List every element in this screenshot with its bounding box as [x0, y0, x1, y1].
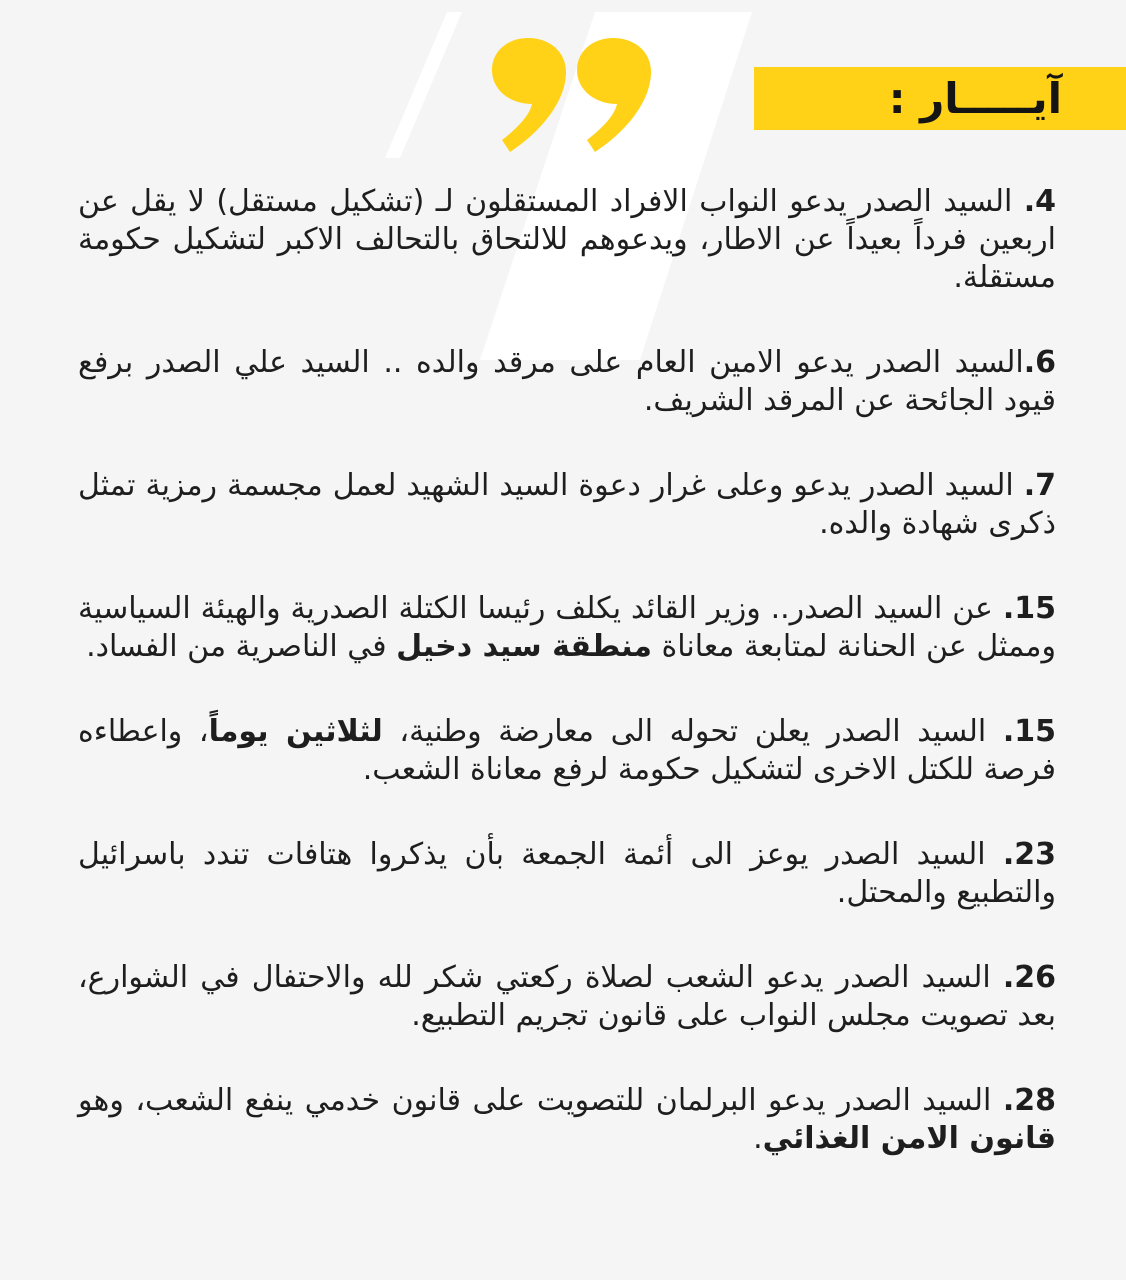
- entry-text: في الناصرية من الفساد.: [86, 629, 397, 664]
- entry-highlight: لثلاثين يوماً: [208, 714, 383, 749]
- quote-mark-icon: [488, 36, 658, 156]
- timeline-entry: [78, 183, 1056, 297]
- timeline-entry: [78, 344, 1056, 420]
- entry-day: 15.: [1002, 591, 1056, 626]
- timeline-entry: [78, 713, 1056, 789]
- entry-text: السيد الصدر يوعز الى أئمة الجمعة بأن يذكروا هتافات تندد باسرائيل والتطبيع والمحتل.: [78, 837, 1056, 910]
- month-banner: [754, 67, 1126, 130]
- entry-highlight: منطقة سيد دخيل: [396, 629, 652, 664]
- entry-text: ، واعطاءه فرصة للكتل الاخرى لتشكيل حكومة لرفع معاناة الشعب.: [78, 714, 1056, 787]
- timeline-entry: [78, 590, 1056, 666]
- entry-day: 6.: [1023, 345, 1056, 380]
- entry-text: عن السيد الصدر.. وزير القائد يكلف رئيسا الكتلة الصدرية والهيئة السياسية وممثل عن الحنانة لمتابعة معاناة: [78, 591, 1056, 664]
- timeline-entry: [78, 959, 1056, 1035]
- entry-day: 7.: [1023, 468, 1056, 503]
- timeline-entry: [78, 1082, 1056, 1158]
- entry-day: 23.: [1002, 837, 1056, 872]
- timeline-entry: [78, 836, 1056, 912]
- timeline-entries: [78, 183, 1056, 1205]
- entry-text: .: [753, 1121, 763, 1156]
- entry-text: السيد الصدر يدعو الشعب لصلاة ركعتي شكر لله والاحتفال في الشوارع، بعد تصويت مجلس النواب على قانون تجريم التطبيع.: [78, 960, 1056, 1033]
- entry-text: السيد الصدر يدعو النواب الافراد المستقلون لـ (تشكيل مستقل) لا يقل عن اربعين فرداً بعيداً عن الاطار، ويدعوهم للالتحاق بالتحالف الاكبر لتشكيل حكومة مستقلة.: [78, 184, 1056, 295]
- entry-text: السيد الصدر يدعو وعلى غرار دعوة السيد الشهيد لعمل مجسمة رمزية تمثل ذكرى شهادة والده.: [78, 468, 1056, 541]
- entry-day: 28.: [1002, 1083, 1056, 1118]
- entry-text: السيد الصدر يعلن تحوله الى معارضة وطنية،: [382, 714, 1003, 749]
- entry-day: 15.: [1002, 714, 1057, 749]
- month-title: آيـــــار :: [888, 74, 1062, 123]
- timeline-entry: [78, 467, 1056, 543]
- entry-text: السيد الصدر يدعو الامين العام على مرقد والده .. السيد علي الصدر برفع قيود الجائحة عن المرقد الشريف.: [78, 345, 1056, 418]
- slash-thin: [385, 12, 462, 158]
- entry-text: السيد الصدر يدعو البرلمان للتصويت على قانون خدمي ينفع الشعب، وهو: [78, 1083, 1003, 1118]
- entry-day: 26.: [1002, 960, 1056, 995]
- entry-highlight: قانون الامن الغذائي: [762, 1121, 1056, 1156]
- entry-day: 4.: [1023, 184, 1056, 219]
